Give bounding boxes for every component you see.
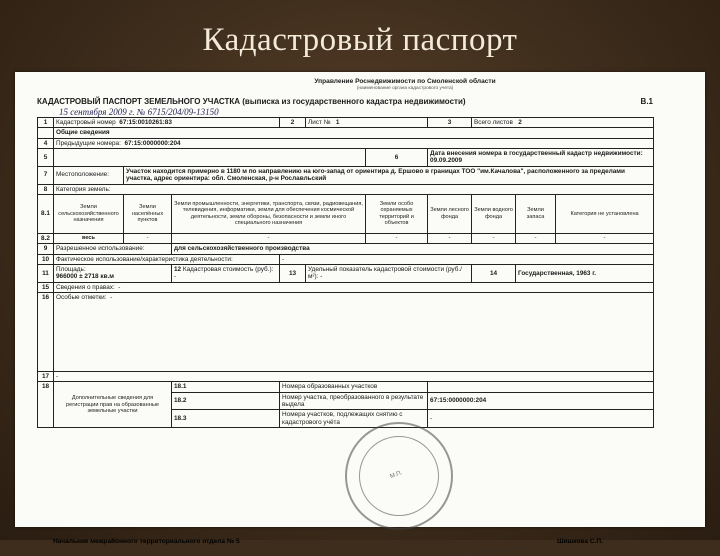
- item-label: Номера образованных участков: [280, 382, 428, 392]
- row-number: 15: [38, 282, 54, 292]
- row-17: [38, 372, 654, 382]
- row-area-cost: [38, 264, 654, 282]
- category-value: -: [428, 233, 472, 243]
- area-cell: [54, 264, 172, 282]
- category-header: Категория не установлена: [556, 194, 654, 233]
- item-number: 18.2: [172, 392, 280, 410]
- row-number: 16: [38, 293, 54, 372]
- row-number: 5: [38, 149, 54, 167]
- item-value: -: [428, 410, 654, 428]
- permitted-use-value: для сельскохозяйственного производства: [172, 244, 654, 254]
- category-header: Земли лесного фонда: [428, 194, 472, 233]
- row-number: 4: [38, 138, 54, 148]
- cadastral-cost-label: Кадастровая стоимость (руб.):: [182, 265, 274, 273]
- row-category-values: [38, 233, 654, 243]
- stamp-text: М.П.: [389, 470, 404, 480]
- special-notes-label: Особые отметки:: [56, 294, 107, 302]
- category-value: -: [124, 233, 172, 243]
- passport-table: [37, 117, 654, 428]
- authority-subtitle: (наименование органа кадастрового учета): [356, 86, 454, 91]
- item-number: 18.3: [172, 410, 280, 428]
- row-category-headers: [38, 194, 654, 233]
- footer-position: Начальник межрайонного территориального отдела № 5: [53, 538, 240, 545]
- row-special-notes: [38, 293, 654, 372]
- category-value: -: [516, 233, 556, 243]
- cadastral-cost-value: -: [174, 273, 177, 281]
- category-value: -: [172, 233, 366, 243]
- row-number: 8.2: [38, 233, 54, 243]
- row-rights: [38, 282, 654, 292]
- row-additional-info: [38, 382, 654, 392]
- specific-cost-label: Удельный показатель кадастровой стоимости (руб./м²):: [308, 265, 462, 281]
- item-label: Номера участков, подлежащих снятию с кадастрового учёта: [280, 410, 428, 428]
- total-sheets-value: 2: [518, 119, 522, 126]
- row-cadastral-number: [38, 118, 654, 128]
- area-value: 966000 ± 2718 кв.м: [56, 273, 115, 281]
- specific-cost-value: -: [320, 273, 323, 281]
- row-number: 7: [38, 166, 54, 184]
- row-general-header: [38, 128, 654, 138]
- item-value: 67:15:0000000:204: [428, 392, 654, 410]
- previous-numbers-value: 67:15:0000000:204: [124, 139, 181, 147]
- row-number: 17: [38, 372, 54, 382]
- row-number: 11: [38, 264, 54, 282]
- row-location: [38, 166, 654, 184]
- form-code: В.1: [640, 97, 653, 106]
- row-number: 2: [280, 118, 306, 128]
- row-number: 14: [472, 264, 516, 282]
- slide-title: Кадастровый паспорт: [202, 22, 518, 58]
- cadastral-number-cell: [54, 118, 280, 128]
- location-label: Местоположение:: [54, 166, 124, 184]
- actual-use-label: Фактическое использование/характеристика деятельности:: [54, 254, 280, 264]
- specific-cost-cell: [306, 264, 472, 282]
- document-sheet: [15, 72, 705, 545]
- sheet-number-cell: [306, 118, 428, 128]
- additional-info-label: Дополнительные сведения для регистрации прав на образованные земельные участки: [54, 382, 172, 428]
- category-header: Земли запаса: [516, 194, 556, 233]
- row-number: 18: [38, 382, 54, 428]
- row-actual-use: [38, 254, 654, 264]
- row-number: 8.1: [38, 194, 54, 233]
- row-number: 3: [428, 118, 472, 128]
- authority-name: Управление Роснедвижимости по Смоленской области: [314, 78, 496, 85]
- category-header: Земли особо охраняемых территорий и объектов: [366, 194, 428, 233]
- row-number: 8: [38, 184, 54, 194]
- category-value: -: [472, 233, 516, 243]
- row-number: 12: [174, 265, 182, 273]
- row-land-category: [38, 184, 654, 194]
- permitted-use-label: Разрешенное использование:: [54, 244, 172, 254]
- row-number: 10: [38, 254, 54, 264]
- row-17-value: -: [54, 372, 654, 382]
- total-sheets-label: Всего листов: [474, 119, 513, 126]
- rights-label: Сведения о правах:: [56, 283, 115, 291]
- document-title-row: [37, 97, 653, 106]
- row-number: 9: [38, 244, 54, 254]
- row-number: 1: [38, 118, 54, 128]
- cadastral-passport: [37, 74, 653, 428]
- date-entry-label: Дата внесения номера в государственный кадастр недвижимости:: [430, 150, 643, 158]
- special-notes-value: -: [110, 294, 113, 302]
- document-title: КАДАСТРОВЫЙ ПАСПОРТ ЗЕМЕЛЬНОГО УЧАСТКА (выписка из государственного кадастра недвижимости): [37, 97, 466, 106]
- handwritten-date: 15 сентября 2009 г. № 6715/204/09-13150: [59, 107, 219, 117]
- footer-name: Шишкова С.П.: [556, 538, 603, 545]
- rights-value: -: [118, 283, 121, 291]
- category-header: Земли населённых пунктов: [124, 194, 172, 233]
- rights-cell: [54, 282, 654, 292]
- previous-numbers-label: Предыдущие номера:: [56, 139, 121, 147]
- footer: [53, 538, 653, 545]
- item-value: [428, 382, 654, 392]
- sheet-label: Лист №: [308, 119, 331, 126]
- category-value: -: [556, 233, 654, 243]
- item-label: Номер участка, преобразованного в результате выдела: [280, 392, 428, 410]
- cadastral-cost-cell: [172, 264, 280, 282]
- category-value: весь: [54, 233, 124, 243]
- cadastral-number-value: 67:15:0010261:83: [119, 119, 172, 126]
- category-header: Земли сельскохозяйственного назначения: [54, 194, 124, 233]
- previous-numbers-cell: [54, 138, 654, 148]
- location-value: Участок находится примерно в 1180 м по направлению на юго-запад от ориентира д. Ершово в границах ТОО "им.Качалова", расположенного за пределами участка, адрес ориентира: обл. Смоленская, р-н Рославльский: [124, 166, 654, 184]
- category-header: Земли промышленности, энергетики, транспорта, связи, радиовещания, телевидения, информатики, земли для обеспечения космической деятельности, земли обороны, безопасности и земли иного специального назначения: [172, 194, 366, 233]
- land-category-label: Категория земель:: [54, 184, 654, 194]
- row-permitted-use: [38, 244, 654, 254]
- category-value: -: [366, 233, 428, 243]
- row-number: 13: [280, 264, 306, 282]
- row-number: 6: [366, 149, 428, 167]
- row-previous-numbers: [38, 138, 654, 148]
- total-sheets-cell: [472, 118, 654, 128]
- item-number: 18.1: [172, 382, 280, 392]
- general-label: Общие сведения: [54, 128, 654, 138]
- cadastral-number-label: Кадастровый номер: [56, 119, 116, 126]
- row-date-entry: [38, 149, 654, 167]
- special-notes-cell: [54, 293, 654, 372]
- category-header: Земли водного фонда: [472, 194, 516, 233]
- actual-use-value: -: [280, 254, 654, 264]
- sheet-value: 1: [335, 119, 340, 126]
- date-entry-cell: [428, 149, 654, 167]
- ownership-value: Государственная, 1963 г.: [516, 264, 654, 282]
- area-label: Площадь:: [56, 265, 86, 273]
- date-entry-value: 09.09.2009: [430, 157, 463, 165]
